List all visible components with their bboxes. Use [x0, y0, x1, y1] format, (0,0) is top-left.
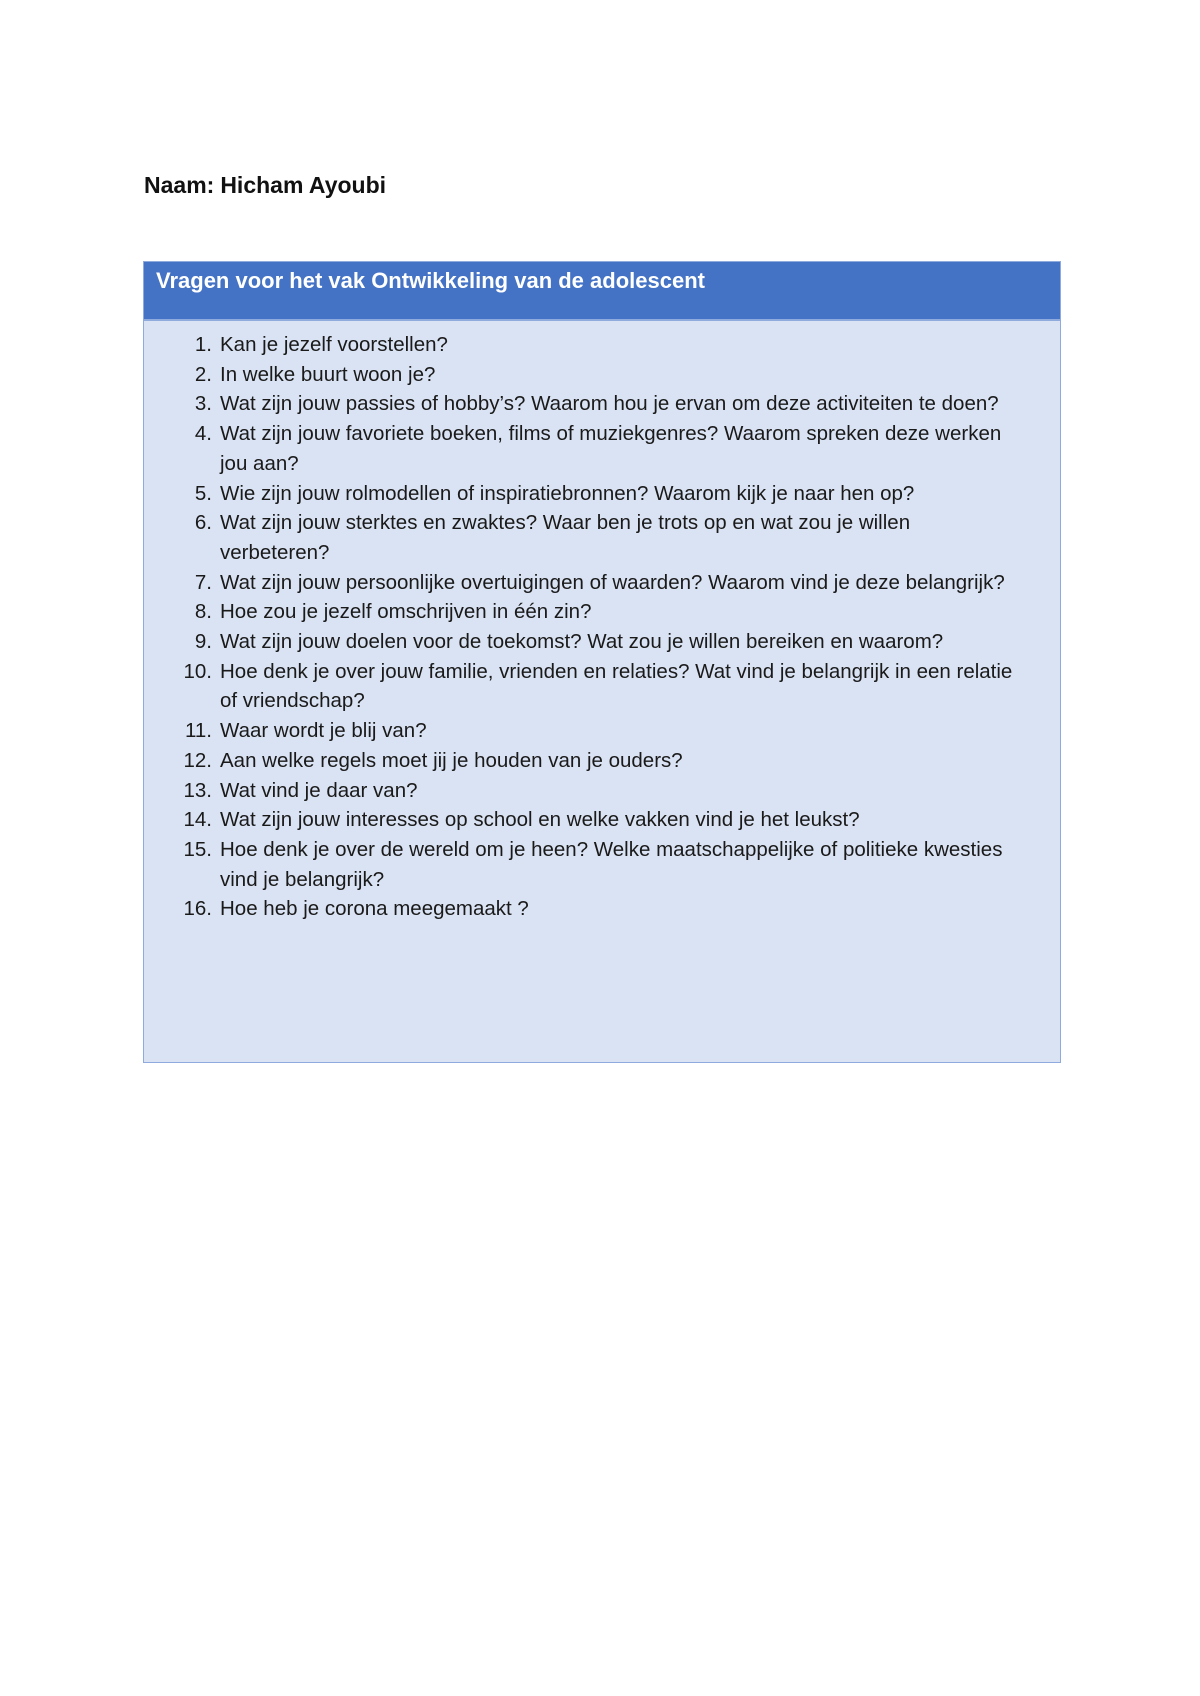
question-text: Aan welke regels moet jij je houden van je ouders? — [220, 748, 683, 772]
question-number: 9. — [194, 630, 212, 654]
question-number: 16. — [183, 897, 212, 921]
question-item — [144, 479, 1020, 509]
question-text: Hoe denk je over de wereld om je heen? Welke maatschappelijke of politieke kwesties vind je belangrijk? — [220, 837, 1003, 891]
table-header-title: Vragen voor het vak Ontwikkeling van de adolescent — [156, 268, 705, 293]
question-number: 12. — [183, 748, 212, 772]
table-header — [144, 262, 1060, 321]
question-number: 7. — [194, 570, 212, 594]
question-item — [144, 597, 1020, 627]
question-number: 8. — [194, 600, 212, 624]
question-text: Wat zijn jouw interesses op school en welke vakken vind je het leukst? — [220, 808, 860, 832]
question-item — [144, 627, 1020, 657]
question-text: Wie zijn jouw rolmodellen of inspiratiebronnen? Waarom kijk je naar hen op? — [220, 481, 915, 505]
question-number: 10. — [183, 659, 212, 683]
questions-table — [143, 261, 1061, 1063]
question-number: 2. — [194, 362, 212, 386]
question-number: 3. — [194, 392, 212, 416]
question-item — [144, 508, 1020, 567]
question-text: Hoe denk je over jouw familie, vrienden en relaties? Wat vind je belangrijk in een relatie of vriendschap? — [220, 659, 1013, 713]
table-body — [144, 321, 1060, 924]
question-number: 11. — [185, 719, 212, 743]
question-item — [144, 776, 1020, 806]
question-list — [144, 330, 1020, 924]
question-item — [144, 330, 1020, 360]
question-number: 5. — [194, 481, 212, 505]
question-item — [144, 419, 1020, 478]
question-item — [144, 568, 1020, 598]
question-text: Waar wordt je blij van? — [220, 719, 427, 743]
question-text: Kan je jezelf voorstellen? — [220, 333, 448, 356]
student-name-line — [144, 172, 386, 199]
question-text: Wat zijn jouw sterktes en zwaktes? Waar ben je trots op en wat zou je willen verbeteren? — [220, 511, 911, 564]
question-text: Wat zijn jouw persoonlijke overtuigingen of waarden? Waarom vind je deze belangrijk? — [220, 570, 1005, 594]
question-item — [144, 657, 1020, 716]
question-item — [144, 389, 1020, 419]
question-item — [144, 360, 1020, 390]
question-item — [144, 805, 1020, 835]
question-number: 15. — [183, 837, 212, 861]
question-text: Wat zijn jouw passies of hobby’s? Waarom hou je ervan om deze activiteiten te doen? — [220, 392, 999, 416]
question-item — [144, 835, 1020, 894]
question-number: 4. — [194, 422, 212, 446]
question-number: 1. — [194, 333, 212, 356]
question-number: 14. — [183, 808, 212, 832]
question-number: 13. — [183, 778, 212, 802]
question-item — [144, 894, 1020, 924]
question-text: Hoe zou je jezelf omschrijven in één zin? — [220, 600, 592, 624]
question-number: 6. — [194, 511, 212, 535]
question-text: Hoe heb je corona meegemaakt ? — [220, 897, 529, 921]
question-text: Wat zijn jouw doelen voor de toekomst? Wat zou je willen bereiken en waarom? — [220, 630, 944, 654]
question-item — [144, 716, 1020, 746]
question-text: Wat vind je daar van? — [220, 778, 418, 802]
name-label: Naam: — [144, 172, 215, 198]
question-item — [144, 746, 1020, 776]
question-text: Wat zijn jouw favoriete boeken, films of muziekgenres? Waarom spreken deze werken jou aan? — [220, 422, 1002, 475]
question-text: In welke buurt woon je? — [220, 362, 436, 386]
student-name: Hicham Ayoubi — [220, 172, 387, 198]
